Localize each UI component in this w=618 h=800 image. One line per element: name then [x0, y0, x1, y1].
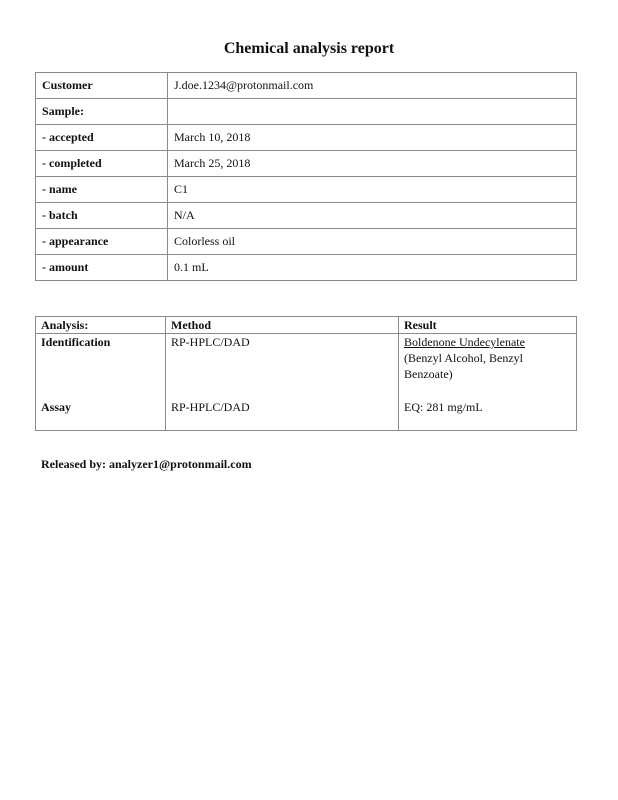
table-row — [36, 125, 577, 151]
analysis-name: Assay — [36, 399, 166, 431]
analysis-table — [35, 316, 577, 431]
row-label: - amount — [36, 255, 168, 281]
analysis-result — [399, 334, 577, 399]
row-value: C1 — [168, 177, 577, 203]
row-label: - appearance — [36, 229, 168, 255]
row-label: - batch — [36, 203, 168, 229]
table-row — [36, 151, 577, 177]
header-method: Method — [166, 317, 399, 334]
analysis-method: RP-HPLC/DAD — [166, 399, 399, 431]
table-header-row — [36, 317, 577, 334]
row-label: - accepted — [36, 125, 168, 151]
table-row — [36, 399, 577, 431]
header-analysis: Analysis: — [36, 317, 166, 334]
row-value: 0.1 mL — [168, 255, 577, 281]
table-row — [36, 177, 577, 203]
table-row — [36, 334, 577, 399]
sample-info-table — [35, 72, 577, 281]
table-row — [36, 203, 577, 229]
row-label: Customer — [36, 73, 168, 99]
analysis-name: Identification — [36, 334, 166, 399]
result-detail-line: (Benzyl Alcohol, Benzyl — [404, 351, 523, 365]
report-title: Chemical analysis report — [223, 40, 395, 57]
table-row — [36, 255, 577, 281]
row-value: J.doe.1234@protonmail.com — [168, 73, 577, 99]
header-result: Result — [399, 317, 577, 334]
table-row — [36, 99, 577, 125]
row-value: March 25, 2018 — [168, 151, 577, 177]
row-value — [168, 99, 577, 125]
table-row — [36, 73, 577, 99]
table-row — [36, 229, 577, 255]
row-value: N/A — [168, 203, 577, 229]
analysis-method: RP-HPLC/DAD — [166, 334, 399, 399]
row-label: - name — [36, 177, 168, 203]
analysis-result: EQ: 281 mg/mL — [399, 399, 577, 431]
row-value: March 10, 2018 — [168, 125, 577, 151]
result-detail-line: Benzoate) — [404, 367, 453, 381]
row-label: - completed — [36, 151, 168, 177]
released-by: Released by: analyzer1@protonmail.com — [41, 457, 252, 471]
result-compound: Boldenone Undecylenate — [404, 335, 525, 349]
row-label: Sample: — [36, 99, 168, 125]
row-value: Colorless oil — [168, 229, 577, 255]
